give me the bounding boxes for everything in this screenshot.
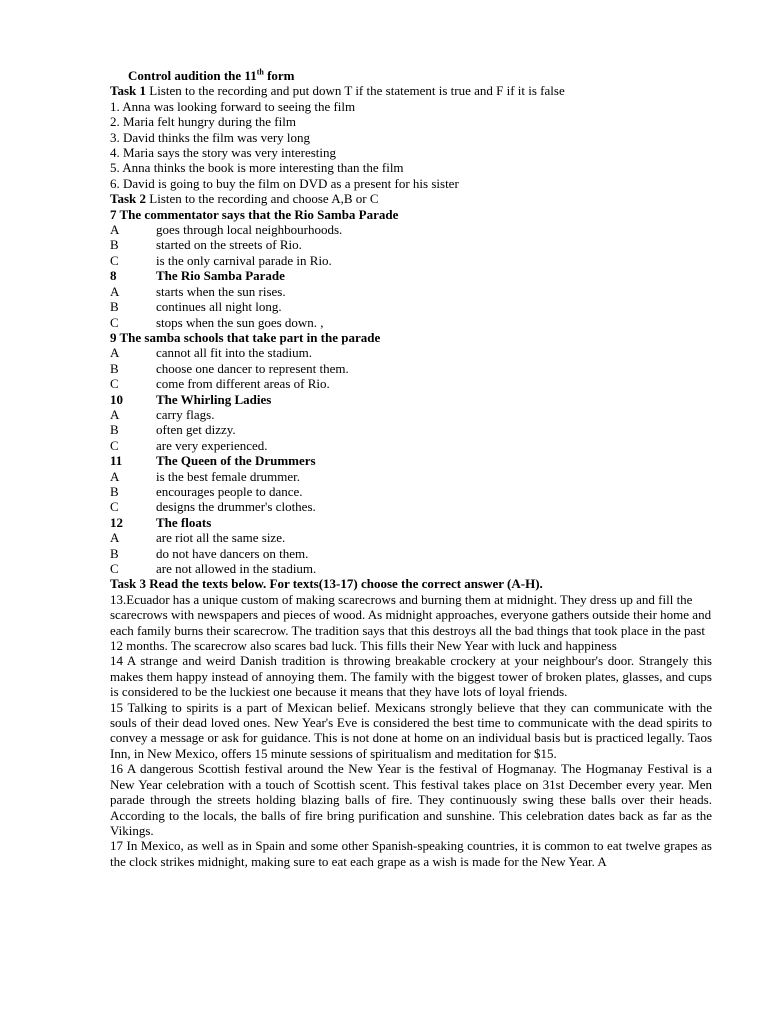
task1-item: 2. Maria felt hungry during the film xyxy=(110,114,296,130)
text-17: 17 In Mexico, as well as in Spain and some other Spanish-speaking countries, it is common to eat twelve grapes as the clock strikes midnight, making sure to eat each grape as a wish is made for the New Year. A xyxy=(110,838,712,869)
document-body xyxy=(110,68,712,869)
option-row: C are very experienced. xyxy=(110,437,268,453)
question-8-stem: 8 The Rio Samba Parade xyxy=(110,268,285,284)
option-row: C stops when the sun goes down. , xyxy=(110,314,324,330)
task1-item: 6. David is going to buy the film on DVD as a present for his sister xyxy=(110,175,459,191)
option-row: A starts when the sun rises. xyxy=(110,283,286,299)
option-row: B often get dizzy. xyxy=(110,422,236,438)
option-row: C come from different areas of Rio. xyxy=(110,376,330,392)
option-row: A goes through local neighbourhoods. xyxy=(110,222,343,238)
option-row: B encourages people to dance. xyxy=(110,483,303,499)
task1-item: 1. Anna was looking forward to seeing the film xyxy=(110,98,356,114)
task3-heading: Task 3 Read the texts below. For texts(13-17) choose the correct answer (A-H). xyxy=(110,576,543,592)
option-row: C are not allowed in the stadium. xyxy=(110,561,317,576)
option-row: A cannot all fit into the stadium. xyxy=(110,345,312,361)
text-14: 14 A strange and weird Danish tradition is throwing breakable crockery at your neighbour's door. Strangely this makes them happy instead of annoying them. The family with the biggest tower of broken plates, glasses, and cups is considered to be the luckiest one because it means that they have lots of loyal friends. xyxy=(110,653,712,700)
option-row: A are riot all the same size. xyxy=(110,530,286,546)
task1-heading: Task 1 Listen to the recording and put down T if the statement is true and F if it is false xyxy=(110,83,565,99)
task1-item: 5. Anna thinks the book is more interesting than the film xyxy=(110,160,404,176)
option-row: C is the only carnival parade in Rio. xyxy=(110,252,332,268)
task1-item: 3. David thinks the film was very long xyxy=(110,129,311,145)
task1-item: 4. Maria says the story was very interesting xyxy=(110,145,337,161)
question-10-stem: 10 The Whirling Ladies xyxy=(110,391,272,407)
option-row: C designs the drummer's clothes. xyxy=(110,499,316,515)
text-15: 15 Talking to spirits is a part of Mexican belief. Mexicans strongly believe that they can communicate with the souls of their dead loved ones. New Year's Eve is considered the best time to communicate with the dead spirits to convey a message or ask for guidance. This is not done at home on an individual basis but is practiced legally. Taos Inn, in New Mexico, offers 15 minute sessions of spiritualism and meditation for $15. xyxy=(110,699,712,761)
option-row: B choose one dancer to represent them. xyxy=(110,360,349,376)
question-9-stem: 9 The samba schools that take part in the parade xyxy=(110,329,381,345)
option-row: B do not have dancers on them. xyxy=(110,545,309,561)
option-row: A carry flags. xyxy=(110,406,215,422)
task2-heading: Task 2 Listen to the recording and choose A,B or C xyxy=(110,191,379,207)
document-title: Control audition the 11th form xyxy=(128,67,295,83)
option-row: B continues all night long. xyxy=(110,299,282,315)
question-12-stem: 12 The floats xyxy=(110,514,212,530)
text-13: 13.Ecuador has a unique custom of making scarecrows and burning them at midnight. They dress up and fill the scarecrows with newspapers and pieces of wood. As midnight approaches, everyone gathers outside their home and each family burns their scarecrow. The tradition says that this destroys all the bad things that took place in the past 12 months. The scarecrow also scares bad luck. This fills their New Year with luck and happiness xyxy=(110,591,712,654)
option-row: A is the best female drummer. xyxy=(110,468,301,484)
question-11-stem: 11 The Queen of the Drummers xyxy=(110,453,316,469)
option-row: B started on the streets of Rio. xyxy=(110,237,302,253)
question-7-stem: 7 The commentator says that the Rio Samba Parade xyxy=(110,206,399,222)
text-16: 16 A dangerous Scottish festival around the New Year is the festival of Hogmanay. The Hogmanay Festival is a New Year celebration with a touch of Scottish scent. This festival takes place on 31st December every year. Men parade through the streets holding blazing balls of fire. They continuously swing these balls over their heads. According to the locals, the balls of fire bring purification and sunshine. This celebration dates back as far as the Vikings. xyxy=(110,761,712,838)
